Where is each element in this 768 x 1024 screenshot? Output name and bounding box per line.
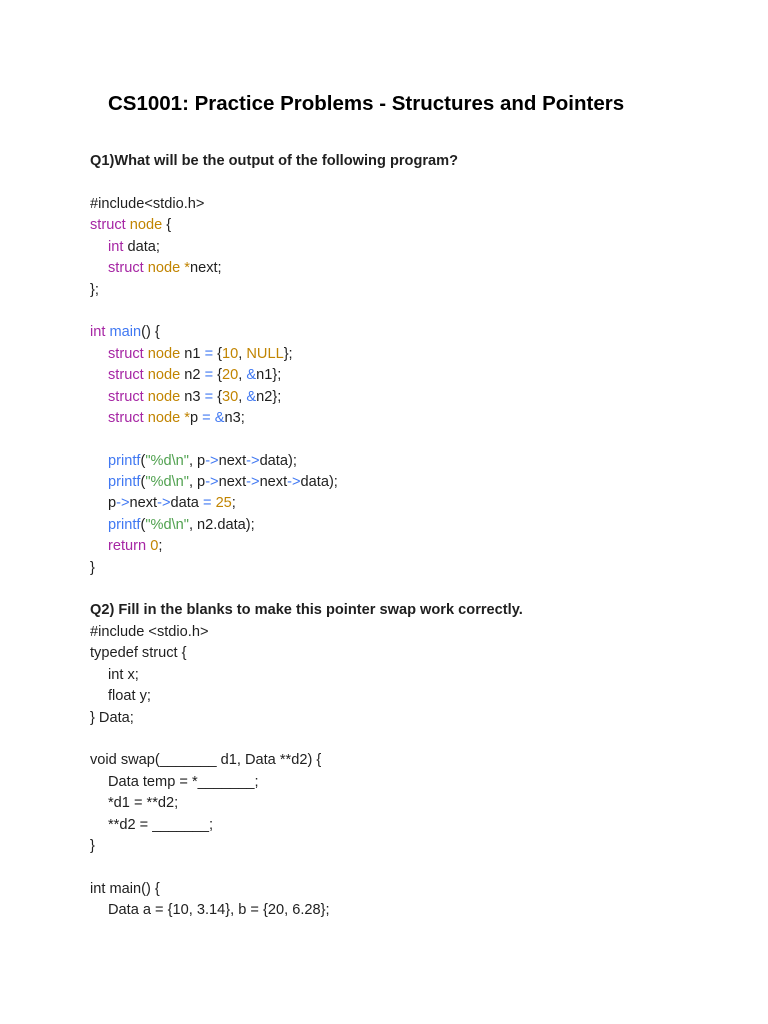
question-1-code bbox=[90, 194, 338, 579]
code-token: ; bbox=[158, 538, 163, 555]
code-token: void swap(_______ d1, Data **d2) { bbox=[90, 752, 322, 769]
code-token: }; bbox=[90, 281, 99, 298]
code-token: n3 bbox=[180, 388, 205, 405]
code-token: = bbox=[204, 345, 214, 362]
code-line bbox=[90, 708, 330, 729]
code-token: node bbox=[129, 217, 163, 234]
code-token: , p bbox=[188, 452, 206, 469]
code-token: node bbox=[147, 367, 181, 384]
code-token: printf bbox=[108, 452, 141, 469]
code-token: Data a = {10, 3.14}, b = {20, 6.28}; bbox=[108, 902, 330, 919]
code-token: = bbox=[202, 495, 212, 512]
code-line bbox=[90, 729, 330, 750]
code-token: struct bbox=[108, 260, 144, 277]
code-token: "%d\n" bbox=[145, 516, 189, 533]
code-line bbox=[90, 258, 338, 279]
code-token: float y; bbox=[108, 688, 151, 705]
code-token: int bbox=[90, 324, 106, 341]
code-token: typedef struct { bbox=[90, 645, 187, 662]
code-token: } Data; bbox=[90, 709, 134, 726]
code-token: () { bbox=[141, 324, 160, 341]
code-token: node bbox=[147, 388, 181, 405]
code-token: , bbox=[238, 388, 247, 405]
code-token: node bbox=[147, 409, 181, 426]
code-token: p bbox=[108, 495, 117, 512]
code-token: p bbox=[189, 409, 203, 426]
code-token: data); bbox=[300, 474, 338, 491]
code-token: printf bbox=[108, 474, 141, 491]
code-token: n2 bbox=[180, 367, 205, 384]
code-token: "%d\n" bbox=[145, 474, 189, 491]
code-line bbox=[90, 344, 338, 365]
code-line bbox=[90, 793, 330, 814]
code-line bbox=[90, 558, 338, 579]
code-line bbox=[90, 643, 330, 664]
code-line bbox=[90, 408, 338, 429]
code-line bbox=[90, 857, 330, 878]
code-token: data; bbox=[123, 238, 160, 255]
code-token: NULL bbox=[246, 345, 284, 362]
code-token: return bbox=[108, 538, 147, 555]
code-line bbox=[90, 515, 338, 536]
code-token: ( bbox=[140, 516, 146, 533]
code-token: * bbox=[184, 409, 190, 426]
code-token: } bbox=[90, 837, 95, 854]
code-token: }; bbox=[283, 345, 293, 362]
code-token: next bbox=[218, 474, 247, 491]
code-line bbox=[90, 322, 338, 343]
code-token: #include <stdio.h> bbox=[90, 624, 209, 640]
code-token: data bbox=[170, 495, 203, 512]
code-token: -> bbox=[205, 452, 219, 469]
code-line bbox=[90, 493, 338, 514]
code-line bbox=[90, 622, 330, 643]
code-token: n2}; bbox=[256, 388, 282, 405]
code-token: int main() { bbox=[90, 880, 160, 897]
code-token: #include<stdio.h> bbox=[90, 196, 205, 212]
code-token: = bbox=[204, 388, 214, 405]
question-2-code bbox=[90, 622, 330, 921]
code-token: { bbox=[213, 367, 223, 384]
code-token: & bbox=[246, 388, 257, 405]
code-token: next; bbox=[189, 260, 222, 277]
code-token: -> bbox=[157, 495, 171, 512]
code-line bbox=[90, 472, 338, 493]
code-token: , bbox=[238, 345, 247, 362]
code-line bbox=[90, 365, 338, 386]
code-token: & bbox=[246, 367, 257, 384]
code-token: { bbox=[213, 388, 223, 405]
code-line bbox=[90, 900, 330, 921]
code-token: ( bbox=[140, 474, 146, 491]
code-token: { bbox=[162, 217, 172, 234]
code-token: ; bbox=[231, 495, 236, 512]
question-2-heading: Q2) Fill in the blanks to make this pointer swap work correctly. bbox=[90, 602, 523, 618]
code-line bbox=[90, 451, 338, 472]
code-token: n1}; bbox=[256, 367, 282, 384]
code-token: next bbox=[129, 495, 158, 512]
code-token: 10 bbox=[222, 345, 239, 362]
code-line bbox=[90, 301, 338, 322]
code-token: "%d\n" bbox=[145, 452, 189, 469]
code-token: } bbox=[90, 559, 95, 576]
code-token: struct bbox=[108, 367, 144, 384]
code-line bbox=[90, 215, 338, 236]
code-token: , p bbox=[188, 474, 206, 491]
code-line bbox=[90, 387, 338, 408]
code-line bbox=[90, 686, 330, 707]
code-token: node bbox=[147, 260, 181, 277]
code-token: { bbox=[213, 345, 223, 362]
code-token: = bbox=[204, 367, 214, 384]
code-token: Data temp = *_______; bbox=[108, 773, 259, 790]
code-token: = bbox=[202, 409, 211, 426]
code-token: ( bbox=[140, 452, 146, 469]
code-token: -> bbox=[116, 495, 130, 512]
code-token: 20 bbox=[222, 367, 239, 384]
code-token: -> bbox=[205, 474, 219, 491]
code-token: **d2 = _______; bbox=[108, 816, 214, 833]
code-token: n1 bbox=[180, 345, 205, 362]
code-token: -> bbox=[246, 474, 260, 491]
code-line bbox=[90, 536, 338, 557]
code-line bbox=[90, 237, 338, 258]
code-line bbox=[90, 665, 330, 686]
code-token: struct bbox=[108, 409, 144, 426]
code-token: * bbox=[184, 260, 190, 277]
code-line bbox=[90, 815, 330, 836]
code-token: n3; bbox=[224, 409, 245, 426]
code-line bbox=[90, 772, 330, 793]
code-token: struct bbox=[108, 345, 144, 362]
question-1-heading: Q1)What will be the output of the following program? bbox=[90, 153, 459, 169]
code-token: int bbox=[108, 238, 124, 255]
code-line bbox=[90, 836, 330, 857]
code-line bbox=[90, 879, 330, 900]
code-line bbox=[90, 280, 338, 301]
code-token: -> bbox=[246, 452, 260, 469]
code-line bbox=[90, 194, 338, 215]
code-token: -> bbox=[287, 474, 301, 491]
code-token: printf bbox=[108, 516, 141, 533]
code-token: next bbox=[259, 474, 288, 491]
code-token: node bbox=[147, 345, 181, 362]
code-token: struct bbox=[108, 388, 144, 405]
code-line bbox=[90, 429, 338, 450]
code-token: main bbox=[109, 324, 142, 341]
code-token: , n2.data); bbox=[188, 516, 255, 533]
page-title: CS1001: Practice Problems - Structures and Pointers bbox=[108, 92, 625, 115]
code-token: 30 bbox=[222, 388, 239, 405]
code-token: int x; bbox=[108, 666, 139, 683]
code-token: *d1 = **d2; bbox=[108, 795, 179, 812]
code-token: next bbox=[218, 452, 247, 469]
code-line bbox=[90, 750, 330, 771]
code-token: 0 bbox=[150, 538, 159, 555]
code-token: , bbox=[238, 367, 247, 384]
code-token: 25 bbox=[215, 495, 232, 512]
code-token: struct bbox=[90, 217, 126, 234]
code-token: & bbox=[214, 409, 225, 426]
code-token: data); bbox=[259, 452, 297, 469]
